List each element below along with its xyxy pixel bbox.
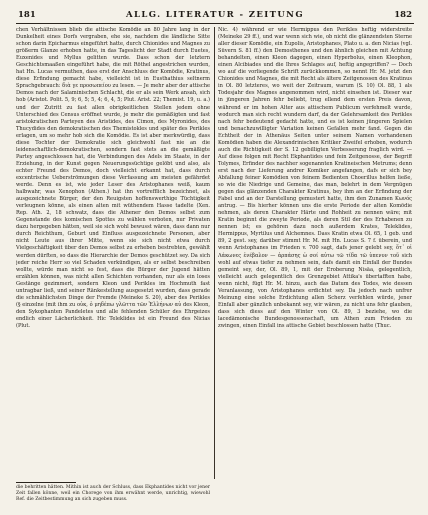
left-column-text: chen Verhältnissen blieb die attische Komödie an 80 Jahre lang in der Dunkelheit eines Dorfs vergraben, ehe sie, nachdem die ländliche Sitte schon darin Epicharmus eingeführt hatte, durch Chionides und Magnes zu größerm Glanze erhoben hatte, in das Tageslicht der Stadt durch Euetes, Euxenides und Myllus gelitten wurde. Dass schon der letztern Geschichtsmaaßen eingeführt habe, die mit Röthel angestrichen wurden, hat Hn. Lucas vermuthen, dass erst der Anschluss der Komödie, Kratinus, diese Erfindung gemacht habe, vielleicht ist in Eusthathius seltnerm Sprachgebrauch: διὰ γε προσωπείου zu lesen. — Je mehr aber der attische Demos nach der Salaminischen Schlacht, die er als sein Werk ansah, sich hob (Aristot. Polit. 5, 9; 6, 5; 5, 4; 6, 4, 5; Plut. Arist. 22; Themist. 19, u. a.) und der Zutritt zu fast allen obrigkeitlichen Stellen jedem ohne Unterschied des Census eröffnet wurde, je mehr die gemäßigten und fast aristokratischen Parteyen des Aristides, des Cimon, des Myronides, des Thucydides den demokratischen des Themistokles und später des Perikles erlagen, um so mehr hob sich die Komödie. Es ist aber merkwürdig, dass diese Tochter der Demokratie sich gleichwohl fast nie an die leidenschaftlich-demokratischen, sondern fast stets an die gemäßigte Partey angeschlossen hat, die Verbindungen des Adels im Staate, in der Erziehung, in der Kunst gegen Neuerungssüchtige gelöbt und also, als echter Freund des Demos, doch vielleicht erkannt hat, dass durch excentrische Ueberströmungen diese Verfassung am meisten gefährdet werde. Denn es ist, wie jeder Leser des Aristophanes weiß, kaum halbwahr, was Xenophon (Athen.) hat ihn vortrefflich bezeichnet, als ausgezeichnete Bürger, der den Reuigsten hoffenswerthige Tüchtigkeit verleugnen könne, als einen alten mit wüthendem Hasse tadelte (Xen. Rep. Ath. 2, 18 schwatz, dass die Athener den Demos selbst zum Gegenstande des komischen Spottes zu wählen verboten, nur Privaten dazu hergegeben hätten, weil sie sich wohl bewusst wären, dass dann nur durch Reichthum, Geburt und Einfluss ausgezeichnete Personen, aber nicht Leute aus ihrer Mitte, wenn sie sich nicht etwa durch Vielgeschäftigkeit über den Demos selbst zu erheben bestrebten, gewählt werden dürften, so dass die Hierarchie der Demos geschützet sey. Da sich jeder reiche Herr so viel Schaden verkündigen, als er selbst beschreiben wollte, würde man nicht so fest, dass die Bürger der Jugend hätten erzählen können, was nicht allen Schichten vorhanden, nur als ein loses Gestänge gezimmert, sondern Kleon und Perikles im Hochmuth fast untragbar ließ, und seiner Ränkestellung ausgesetzt wurden, dass gerade die schmählichsten Dinge der Fremde (Meineke S. 20), aber des Perikles (§ einzelne (mit ihm zu οὐκ, ὁ μηδέπω γλῶττα τῶν Ἑλλήνων αὐ des Kleon, den Sykophanten Pandeletes und alle fehlenden Schüler des Ehrgeizes endlich einer Lächerlichkeit. Hic Teleklides ist ein Freund des Nicias (Plut. [16,27,210,329]
journal-title: ALLG. LITERATUR - ZEITUNG [125,10,305,20]
footnote-rule [16,482,76,483]
page-number-left: 181 [18,10,36,20]
page-header [16,8,414,22]
page-number-right: 182 [394,10,412,20]
left-column [16,27,210,479]
right-column [218,27,412,479]
header-rule [16,23,414,24]
right-column-text: Nic. 4) während er wie Hermippus den Perikles heftig widerstreite (Meineke 29 ff.), und war wenn sich wie, ob nicht die glänzendsten Sterne aller dieser Komödie, ein Eupolis, Aristophanes, Plato u. a. den Nicias (vgl. Süvern S. 81 ff.) den Demosthenes und den ähnlich gleichen mit Achtung behandelten, einen Kleon dagegen, einen Hyperbolus, einen Kleophon, einen Alcibiades und die Ihres Schlages auf, heftig angegriffen? — Doch wo auf die vorliegende Schrift zurückkommen, so nennt Hr. M. jetzt den Chionides und Magnes, die mit Recht als ältere Zeitgenossen des Kratinus in Ol. 80 letzteres, wo weit der Zeitraum, warum (S. 10) Ol. 88, 1 als Todesjahr des Magnes angenommen wird, nicht einsehen ist. Dieser war in jüngeren Jahren fehr beliebt, trug ellend dem ersten Preis davon, während er im hohen Alter aus attischem Publicum verfehmelt wurde, wodurch man sich recht wundern darf, da der Gelehrsamkeit des Perikles nach fehr bedeutend gedacht hatte, und es ist keinen jüngeren Spielen und benachzuwilligter Variation keinen Gefallen mehr fand. Gegen die Echtheit der in Athenäus Seiten unter seinem Namen vorhandenen Komödien haben die Alexandrinischen Kritiker Zweifel erhoben, wodurch auch die Richtigkeit der S. 12 gebilligten Verbesserung fraglich wird. — Auf diese folgen mit Recht Ekphantides und fein Zeitgenosse, der Begriff Tolymes, Erfinder des nachher sogenannten Kratineischen Metrums; denn erst nach der Lieferung andrer Komiker angefangen, dafs er sich bey Abfallung feiner Komödien von feinem Bedienten Choerillus helfen ließe, so wie die Niedrige und Gemeine, das man, belehrt in dem Vergnügen gegen das glänzenden Charakter Kratinus, bey ihm an der Erfindung der Fabel und an der Darstellung gemustert hatte, ihm den Zunamen Κωνός antrug. — Bis hierher können uns die erste Periode der alten Komödie nehmen, als deren Charakter Härte und Rohheit zu nennen wäre; mit Kratin beginnt die zweyte Periode, als deren Stil der des Erhabenen zu nennen ist; es gehören dazu noch außerdem Krates, Teleklides, Hermippus, Myrtilus und Alchemnes. Dass Kratin etwa Ol. 65, 1 geb. und 89, 2 gest. sey, darüber stimmt Hr. M. mit Hn. Lucas S. 7 f. überein, und wenn Aristophanes im Frieden v. 700 sagt, dafs jener gelebt sey, ὅτ᾿ οἱ Λάκωνες ἐνέβαλον — ἀρπάσης ὡ σοί αὐτω τῶ τίδα τῶ ὑπενυν τοῦ sich wohl auf etwas tiefer zu nehmen sein, dafs damit ein Einfall der Bundes gemeint sey, der, Ol. 89, 1, mit der Eroberung Nisäa, gelegentlich, vielleicht auch gelegentlich des Grenzgebiet Attika's übertafften habe, wenn nicht, fügt Hr. M. hinzu, auch das Datum des Todes, wie dessen Veranlassung, von Aristophanes erdichtet sey. Da jedoch nach unfrer Meinung eine solche Erdichtung allen Scherz verfehlen würde, jener Einfall aber gänzlich unbekannt sey, wir wären, zu nicht uns fehr glauben, dass sich diess auf den Winter von Ol. 89, 3 beziehe, wo die lacedämonische Bundesgenossenschaft, um Athen zum Frieden zu zwingen, einen Einfall ins attische Gebiet beschlossen hatte (Thuc. [218,27,412,329]
text-columns [16,27,414,479]
footnote: die behritten hätten. Mithin ist auch der Schluss, dass Ekphantides nicht vor jener Zeit fallen könne, weil ein Chorege von ihm erwähnt werde, unrichtig, wiewohl Ref. die Zeitbestimmung an sich zugeben muss. [16,485,210,502]
column-divider [214,27,215,479]
